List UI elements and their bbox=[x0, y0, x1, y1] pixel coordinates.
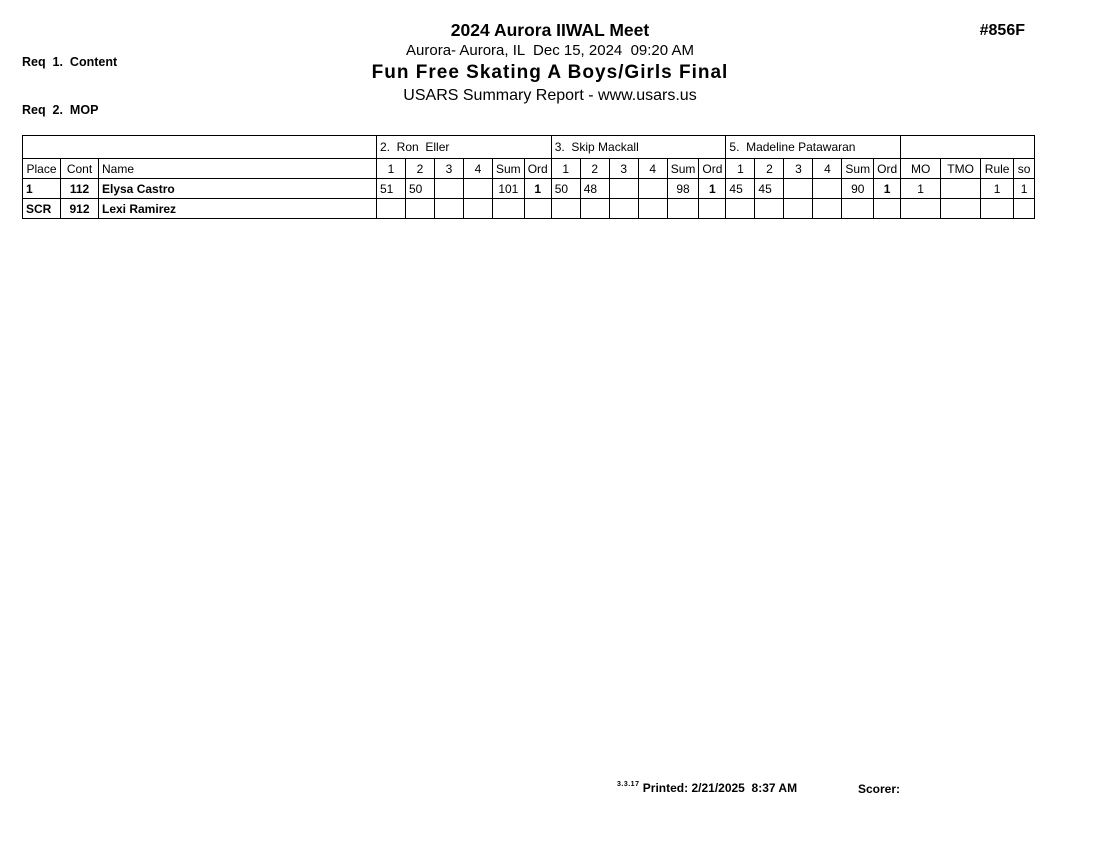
col-header-j1-3: 3 bbox=[435, 159, 464, 179]
cell-j2-score2: 48 bbox=[580, 179, 609, 199]
cell-j1-score3 bbox=[435, 179, 464, 199]
printed-line bbox=[617, 781, 797, 795]
cell-cont: 912 bbox=[61, 199, 99, 219]
cell-j1-sum: 101 bbox=[493, 179, 525, 199]
cell-j2-sum: 98 bbox=[667, 179, 699, 199]
results-table bbox=[22, 135, 1035, 219]
cell-j3-score4 bbox=[813, 179, 842, 199]
meet-location-date: Aurora- Aurora, IL Dec 15, 2024 09:20 AM bbox=[406, 42, 694, 59]
cell-rule: 1 bbox=[981, 179, 1014, 199]
cell-j1-score2 bbox=[406, 199, 435, 219]
cell-j3-score2 bbox=[755, 199, 784, 219]
cell-j3-score1 bbox=[726, 199, 755, 219]
col-header-j3-2: 2 bbox=[755, 159, 784, 179]
software-version: 3.3.17 bbox=[617, 781, 640, 788]
col-header-place: Place bbox=[23, 159, 61, 179]
cell-j2-score3 bbox=[609, 199, 638, 219]
cell-j1-score4 bbox=[464, 199, 493, 219]
report-number: #856F bbox=[979, 22, 1025, 39]
cell-so bbox=[1014, 199, 1035, 219]
col-header-j1-2: 2 bbox=[406, 159, 435, 179]
cell-place: SCR bbox=[23, 199, 61, 219]
cell-j2-sum bbox=[667, 199, 699, 219]
cell-j3-score1: 45 bbox=[726, 179, 755, 199]
col-header-tmo: TMO bbox=[941, 159, 981, 179]
col-header-j2-ord: Ord bbox=[699, 159, 726, 179]
cell-j1-score3 bbox=[435, 199, 464, 219]
col-header-j2-3: 3 bbox=[609, 159, 638, 179]
col-header-cont: Cont bbox=[61, 159, 99, 179]
col-header-j3-1: 1 bbox=[726, 159, 755, 179]
cell-j3-score3 bbox=[784, 199, 813, 219]
meet-title: 2024 Aurora IIWAL Meet bbox=[450, 20, 650, 40]
judge-names-row bbox=[23, 136, 1035, 159]
cell-j2-ord bbox=[699, 199, 726, 219]
cell-j1-ord bbox=[524, 199, 551, 219]
col-header-name: Name bbox=[99, 159, 377, 179]
judge-row-spacer-right bbox=[901, 136, 1035, 159]
cell-j3-sum: 90 bbox=[842, 179, 874, 199]
cell-j1-score1: 51 bbox=[377, 179, 406, 199]
scorer-label: Scorer: bbox=[858, 782, 901, 796]
col-header-j1-4: 4 bbox=[464, 159, 493, 179]
col-header-j3-sum: Sum bbox=[842, 159, 874, 179]
cell-so: 1 bbox=[1014, 179, 1035, 199]
col-header-rule: Rule bbox=[981, 159, 1014, 179]
cell-j2-score4 bbox=[638, 199, 667, 219]
cell-j2-score3 bbox=[609, 179, 638, 199]
results-table-wrap bbox=[22, 135, 1035, 219]
cell-mo bbox=[901, 199, 941, 219]
cell-cont: 112 bbox=[61, 179, 99, 199]
cell-j3-score3 bbox=[784, 179, 813, 199]
col-header-mo: MO bbox=[901, 159, 941, 179]
col-header-j3-4: 4 bbox=[813, 159, 842, 179]
judge-2-name: 3. Skip Mackall bbox=[551, 136, 726, 159]
cell-tmo bbox=[941, 199, 981, 219]
cell-mo: 1 bbox=[901, 179, 941, 199]
cell-tmo bbox=[941, 179, 981, 199]
judge-row-spacer-left bbox=[23, 136, 377, 159]
cell-skater-name: Elysa Castro bbox=[99, 179, 377, 199]
judge-1-name: 2. Ron Eller bbox=[377, 136, 552, 159]
requirement-2: Req 2. MOP bbox=[22, 103, 99, 117]
col-header-j1-1: 1 bbox=[377, 159, 406, 179]
cell-rule bbox=[981, 199, 1014, 219]
judge-3-name: 5. Madeline Patawaran bbox=[726, 136, 901, 159]
cell-j2-ord: 1 bbox=[699, 179, 726, 199]
col-header-j1-sum: Sum bbox=[493, 159, 525, 179]
col-header-j1-ord: Ord bbox=[524, 159, 551, 179]
col-header-j2-sum: Sum bbox=[667, 159, 699, 179]
col-header-so: so bbox=[1014, 159, 1035, 179]
table-row bbox=[23, 179, 1035, 199]
cell-j1-score2: 50 bbox=[406, 179, 435, 199]
printed-timestamp: Printed: 2/21/2025 8:37 AM bbox=[639, 781, 798, 795]
cell-j3-ord bbox=[874, 199, 901, 219]
col-header-j2-2: 2 bbox=[580, 159, 609, 179]
cell-j3-score2: 45 bbox=[755, 179, 784, 199]
col-header-j2-4: 4 bbox=[638, 159, 667, 179]
col-header-j2-1: 1 bbox=[551, 159, 580, 179]
cell-place: 1 bbox=[23, 179, 61, 199]
cell-j2-score1: 50 bbox=[551, 179, 580, 199]
cell-j2-score4 bbox=[638, 179, 667, 199]
title-block bbox=[0, 19, 1100, 107]
cell-j2-score2 bbox=[580, 199, 609, 219]
cell-j1-sum bbox=[493, 199, 525, 219]
cell-j3-sum bbox=[842, 199, 874, 219]
cell-j3-score4 bbox=[813, 199, 842, 219]
cell-j1-score1 bbox=[377, 199, 406, 219]
cell-j1-score4 bbox=[464, 179, 493, 199]
col-header-j3-ord: Ord bbox=[874, 159, 901, 179]
column-header-row bbox=[23, 159, 1035, 179]
col-header-j3-3: 3 bbox=[784, 159, 813, 179]
cell-j1-ord: 1 bbox=[524, 179, 551, 199]
report-type-line: USARS Summary Report - www.usars.us bbox=[403, 87, 697, 104]
cell-j3-ord: 1 bbox=[874, 179, 901, 199]
cell-skater-name: Lexi Ramirez bbox=[99, 199, 377, 219]
cell-j2-score1 bbox=[551, 199, 580, 219]
event-title: Fun Free Skating A Boys/Girls Final bbox=[371, 62, 729, 83]
table-row bbox=[23, 199, 1035, 219]
requirement-1: Req 1. Content bbox=[22, 55, 118, 69]
